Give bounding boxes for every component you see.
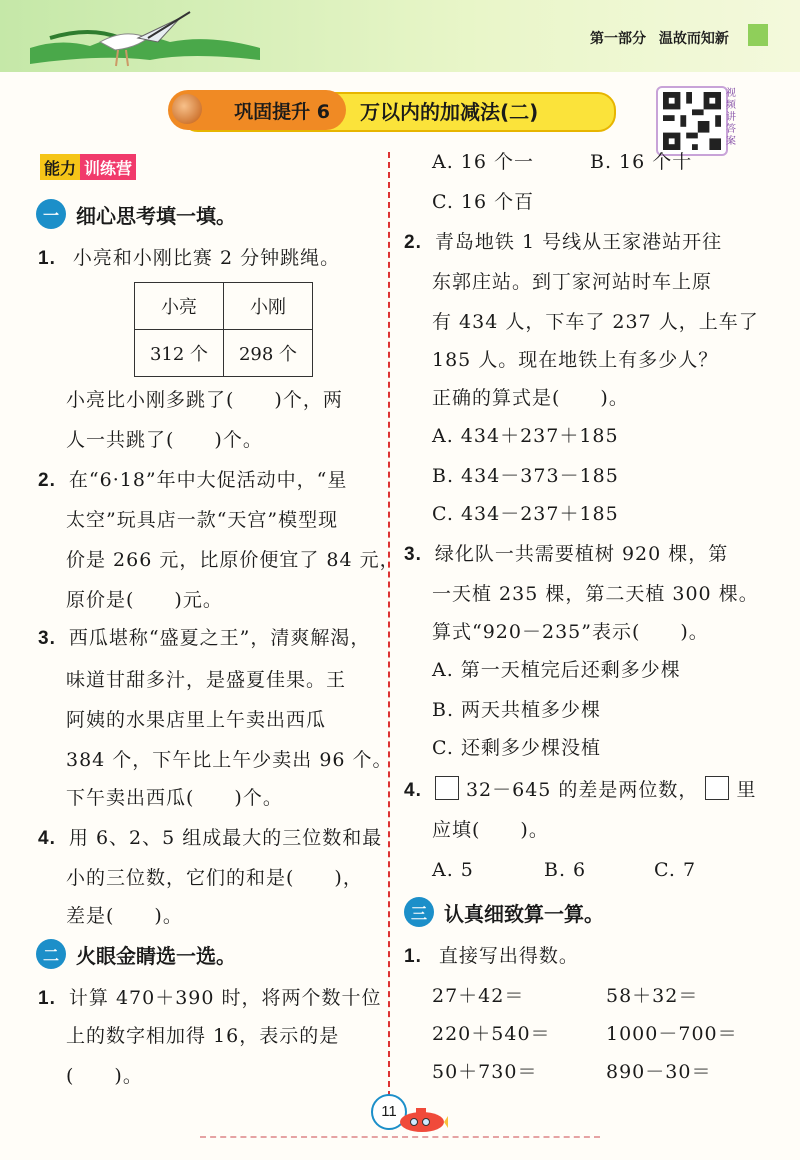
s2-q2-option-b[interactable]: B. 434－373－185 (432, 465, 619, 487)
header-part (590, 28, 729, 48)
s1-q1-text: 小亮和小刚比赛 2 分钟跳绳。 (72, 247, 341, 269)
s2-q4-text-end: 里 (736, 779, 757, 801)
section1-header (36, 196, 236, 232)
s2-q2-line: 东郭庄站。到丁家河站时车上原 (432, 271, 713, 293)
s2-q4-option-c[interactable]: C. 7 (654, 859, 697, 881)
s2-q1-number: 1. (38, 988, 56, 1009)
s1-q1-number: 1. (38, 248, 56, 269)
s2-q3 (404, 534, 728, 575)
s1-q3-line: 下午卖出西瓜( )个。 (66, 787, 283, 809)
s3-q1 (404, 936, 579, 977)
s2-q2-line: 185 人。现在地铁上有多少人？ (432, 349, 719, 371)
lesson-title: 万以内的加减法(二) (360, 100, 539, 124)
s2-q3-option-c[interactable]: C. 还剩多少棵没植 (432, 737, 601, 759)
s3-expr: 50＋730＝ (432, 1061, 538, 1083)
section3-header (404, 894, 604, 930)
table-header-xiaoliang: 小亮 (135, 283, 224, 330)
s2-q4-option-b[interactable]: B. 6 (544, 859, 587, 881)
bird-illustration (30, 8, 290, 78)
s1-q3 (38, 618, 370, 659)
part-label: 第一部分 (590, 31, 646, 47)
s2-q2-option-c[interactable]: C. 434－237＋185 (432, 503, 619, 525)
section2-badge: 二 (36, 939, 66, 969)
s3-expr: 58＋32＝ (606, 985, 699, 1007)
s2-q2 (404, 222, 722, 263)
training-label-right: 训练营 (80, 154, 136, 180)
s2-q1 (38, 978, 382, 1019)
s1-q2-line: 在“6·18”年中大促活动中，“星 (68, 469, 348, 491)
s2-q4-answer-box[interactable] (435, 776, 459, 800)
s1-q3-number: 3. (38, 628, 56, 649)
s1-q4-line: 小的三位数，它们的和是( )， (66, 867, 363, 889)
section3-badge: 三 (404, 897, 434, 927)
s2-q4-text: 32－645 的差是两位数， (465, 779, 699, 801)
lesson-tag (168, 90, 346, 130)
s2-q4-number: 4. (404, 780, 422, 801)
s1-q4-line: 用 6、2、5 组成最大的三位数和最 (68, 827, 383, 849)
s3-q1-text: 直接写出得数。 (438, 945, 579, 967)
s2-q1-line: ( )。 (66, 1065, 143, 1087)
s1-q4-number: 4. (38, 828, 56, 849)
s2-q1-option-b[interactable]: B. 16 个十 (590, 151, 693, 173)
table-row (135, 283, 313, 330)
jump-rope-table (134, 282, 313, 377)
s1-q3-line: 阿姨的水果店里上午卖出西瓜 (66, 709, 327, 731)
s2-q3-option-a[interactable]: A. 第一天植完后还剩多少棵 (432, 659, 681, 681)
s2-q4-line2: 应填( )。 (432, 819, 549, 841)
s1-q3-line: 西瓜堪称“盛夏之王”，清爽解渴， (68, 627, 371, 649)
s1-q3-line: 384 个，下午比上午少卖出 96 个。 (66, 749, 393, 771)
s1-q1-answer-line2: 人一共跳了( )个。 (66, 429, 263, 451)
shell-icon (172, 94, 202, 124)
s1-q2-line: 价是 266 元，比原价便宜了 84 元， (66, 549, 400, 571)
s3-expr: 27＋42＝ (432, 985, 525, 1007)
page-number: 11 (371, 1094, 407, 1130)
s2-q1-option-c[interactable]: C. 16 个百 (432, 191, 535, 213)
header-corner-mark (748, 24, 768, 46)
s2-q2-line: 有 434 人，下车了 237 人，上车了 (432, 311, 759, 333)
s1-q2-number: 2. (38, 470, 56, 491)
section1-badge: 一 (36, 199, 66, 229)
s2-q4 (404, 770, 757, 811)
s2-q4-option-a[interactable]: A. 5 (432, 859, 474, 881)
section3-title: 认真细致算一算。 (444, 901, 604, 926)
s2-q3-number: 3. (404, 544, 422, 565)
s2-q2-line: 正确的算式是( )。 (432, 387, 629, 409)
s2-q1-line: 上的数字相加得 16，表示的是 (66, 1025, 340, 1047)
training-label (40, 154, 136, 180)
s1-q2 (38, 460, 347, 501)
s1-q1-line (38, 238, 340, 279)
section1-title: 细心思考填一填。 (76, 203, 236, 228)
s1-q2-line: 原价是( )元。 (66, 589, 223, 611)
s1-q1-answer-line1: 小亮比小刚多跳了( )个，两 (66, 389, 343, 411)
s3-expr: 890－30＝ (606, 1061, 712, 1083)
section2-title: 火眼金睛选一选。 (76, 943, 236, 968)
s3-q1-number: 1. (404, 946, 422, 967)
s2-q3-line: 算式“920－235”表示( )。 (432, 621, 709, 643)
lesson-tag-text: 巩固提升 6 (234, 100, 330, 123)
part-title: 温故而知新 (658, 31, 729, 47)
table-header-xiaogang: 小刚 (224, 283, 313, 330)
s2-q3-line: 绿化队一共需要植树 920 棵，第 (434, 543, 729, 565)
s3-expr: 1000－700＝ (606, 1023, 738, 1045)
section2-header (36, 936, 236, 972)
footer-rule (200, 1136, 600, 1138)
s2-q1-option-a[interactable]: A. 16 个一 (432, 151, 535, 173)
s2-q2-option-a[interactable]: A. 434＋237＋185 (432, 425, 619, 447)
submarine-icon (396, 1104, 448, 1134)
s1-q4-line: 差是( )。 (66, 905, 183, 927)
s1-q4 (38, 818, 382, 859)
table-value-xiaoliang: 312 个 (135, 330, 224, 377)
s3-expr: 220＋540＝ (432, 1023, 551, 1045)
training-label-left: 能力 (40, 154, 80, 180)
table-value-xiaogang: 298 个 (224, 330, 313, 377)
s2-q2-number: 2. (404, 232, 422, 253)
s1-q3-line: 味道甘甜多汁，是盛夏佳果。王 (66, 669, 347, 691)
s2-q3-option-b[interactable]: B. 两天共植多少棵 (432, 699, 602, 721)
s2-q1-line: 计算 470＋390 时，将两个数十位 (68, 987, 382, 1009)
column-divider (388, 152, 390, 1097)
s2-q4-answer-box-ref (705, 776, 729, 800)
s2-q2-line: 青岛地铁 1 号线从王家港站开往 (434, 231, 723, 253)
s2-q3-line: 一天植 235 棵，第二天植 300 棵。 (432, 583, 759, 605)
qr-caption: 视频讲答案 (726, 88, 736, 147)
s1-q2-line: 太空”玩具店一款“天宫”模型现 (66, 509, 339, 531)
table-row (135, 330, 313, 377)
